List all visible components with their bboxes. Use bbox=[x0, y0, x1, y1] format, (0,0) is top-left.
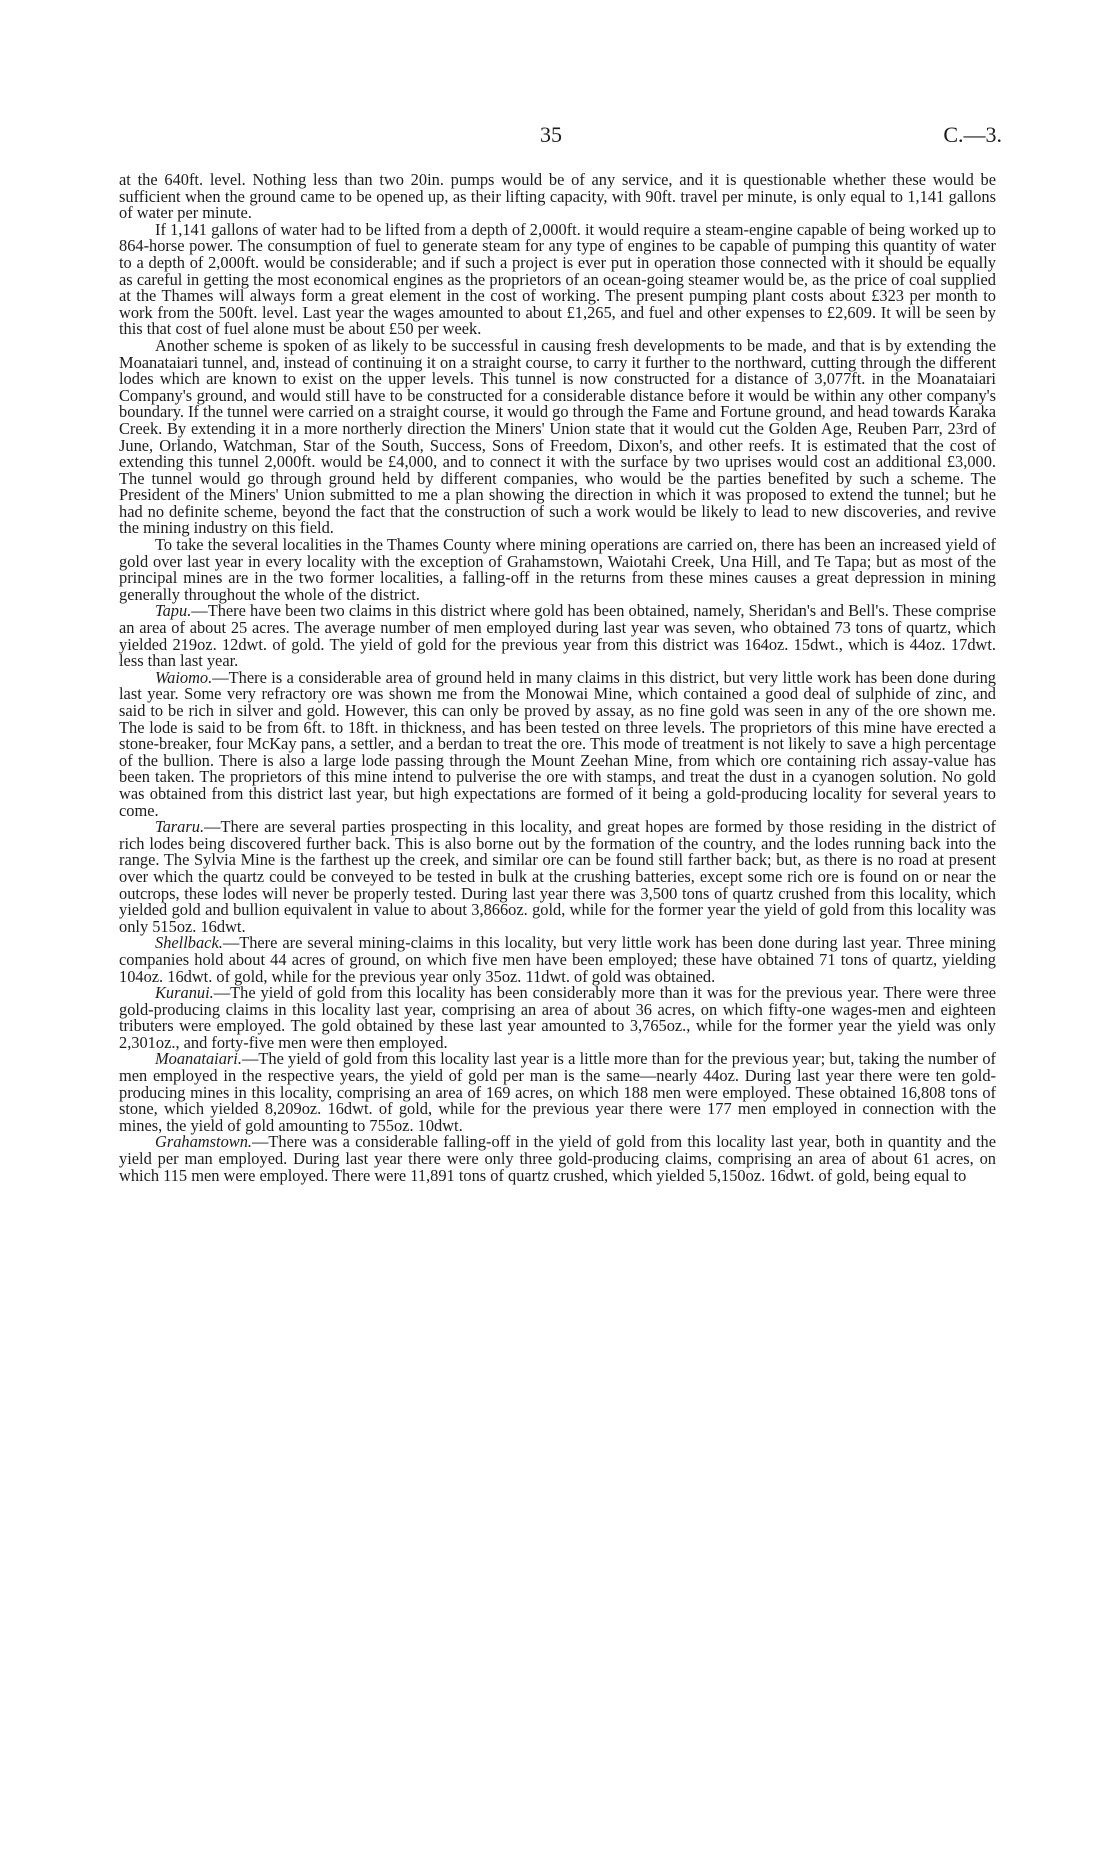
paragraph-text: —The yield of gold from this locality has been considerably more than it was for the previous year. There were three gold-producing claims in this locality last year, comprising an area of about 36 acres, on which fifty-one wages-men and eighteen tributers were employed. The gold obtained by these last year amounted to 3,765oz., while for the former year the yield was only 2,301oz., and forty-five men were then employed. bbox=[119, 983, 996, 1052]
locality-heading: Tapu. bbox=[155, 601, 192, 621]
paragraph-text: —There is a considerable area of ground held in many claims in this district, but very little work has been done during last year. Some very refractory ore was shown me from the Monowai Mine, which contained a good deal of sulphide of zinc, and said to be rich in silver and gold. However, this can only be proved by assay, as no fine gold was seen in any of the ore shown me. The lode is said to be from 6ft. to 18ft. in thickness, and has been tested on three levels. The proprietors of this mine have erected a stone-breaker, four McKay pans, a settler, and a berdan to treat the ore. This mode of treatment is not likely to save a high percentage of the bullion. There is also a large lode passing through the Mount Zeehan Mine, from which ore containing rich assay-value has been taken. The proprietors of this mine intend to pulverise the ore with stamps, and treat the dust in a cyanogen solution. No gold was obtained from this district last year, but high expectations are formed of it being a gold-producing locality for several years to come. bbox=[119, 667, 996, 820]
paragraph-moanataiari bbox=[119, 1051, 996, 1134]
paragraph-shellback bbox=[119, 935, 996, 985]
paragraph-localities-overview bbox=[119, 537, 996, 603]
paragraph-waiomo bbox=[119, 667, 996, 820]
paragraph-pumping-fuel bbox=[119, 219, 996, 339]
body-text bbox=[119, 172, 996, 1184]
locality-heading: Grahamstown. bbox=[155, 1132, 252, 1152]
document-code: C.—3. bbox=[943, 122, 1002, 147]
locality-heading: Kuranui. bbox=[155, 983, 214, 1003]
locality-heading: Shellback. bbox=[155, 933, 223, 953]
locality-heading: Moanataiari. bbox=[155, 1049, 242, 1069]
paragraph-tunnel-scheme bbox=[119, 335, 996, 538]
paragraph-text: —There have been two claims in this district where gold has been obtained, namely, Sheridan's and Bell's. These comprise an area of about 25 acres. The average number of men employed during last year was seven, who obtained 73 tons of quartz, which yielded 219oz. 12dwt. of gold. The yield of gold for the previous year from this district was 164oz. 15dwt., which is 44oz. 17dwt. less than last year. bbox=[119, 601, 996, 671]
paragraph-text: Another scheme is spoken of as likely to be successful in causing fresh developments to be made, and that is by extending the Moanataiari tunnel, and, instead of continuing it on a straight course, to carry it further to the northward, cutting through the different lodes which are known to exist on the upper levels. This tunnel is now constructed for a distance of 3,077ft. in the Moanataiari Company's ground, and would still have to be constructed for a considerable distance before it would be within any other company's boundary. If the tunnel were carried on a straight course, it would go through the Fame and Fortune ground, and head towards Karaka Creek. By extending it in a more northerly direction the Miners' Union state that it would cut the Golden Age, Reuben Parr, 23rd of June, Orlando, Watchman, Star of the South, Success, Sons of Freedom, Dixon's, and other reefs. It is estimated that the cost of extending this tunnel 2,000ft. would be £4,000, and to connect it with the surface by two uprises would cost an additional £3,000. The tunnel would go through ground held by different companies, who would be the parties benefited by such a scheme. The President of the Miners' Union submitted to me a plan showing the direction in which it was proposed to extend the tunnel; but he had no definite scheme, beyond the fact that the construction of such a work would be likely to lead to new discoveries, and revive the mining industry on this field. bbox=[119, 335, 996, 538]
paragraph-grahamstown bbox=[119, 1134, 996, 1184]
locality-heading: Waiomo. bbox=[155, 667, 213, 687]
locality-heading: Tararu. bbox=[155, 817, 205, 837]
paragraph-tapu bbox=[119, 603, 996, 669]
paragraph-text: —There are several mining-claims in this locality, but very little work has been done during last year. Three mining companies hold about 44 acres of ground, on which five men have been employed; these have obtained 71 tons of quartz, yielding 104oz. 16dwt. of gold, while for the previous year only 35oz. 11dwt. of gold was obtained. bbox=[119, 933, 996, 986]
paragraph-text: at the 640ft. level. Nothing less than two 20in. pumps would be of any service, and it is questionable whether these would be sufficient when the ground came to be opened up, as their lifting capacity, with 90ft. travel per minute, is only equal to 1,141 gallons of water per minute. bbox=[119, 170, 996, 223]
paragraph-text: —There was a considerable falling-off in the yield of gold from this locality last year, both in quantity and the yield per man employed. During last year there were only three gold-producing claims, comprising an area of about 61 acres, on which 115 men were employed. There were 11,891 tons of quartz crushed, which yielded 5,150oz. 16dwt. of gold, being equal to bbox=[119, 1132, 996, 1185]
paragraph-text: To take the several localities in the Thames County where mining operations are carried on, there has been an increased yield of gold over last year in every locality with the exception of Grahamstown, Waiotahi Creek, Una Hill, and Te Tapa; but as most of the principal mines are in the two former localities, a falling-off in the returns from these mines causes a great depression in mining generally throughout the whole of the district. bbox=[119, 535, 996, 604]
paragraph-text: —The yield of gold from this locality last year is a little more than for the previous year; but, taking the number of men employed in the respective years, the yield of gold per man is the same—nearly 44oz. During last year there were ten gold-producing mines in this locality, comprising an area of 169 acres, on which 188 men were employed. These obtained 16,808 tons of stone, which yielded 8,209oz. 16dwt. of gold, while for the previous year there were 177 men employed in connection with the mines, the yield of gold amounting to 755oz. 10dwt. bbox=[119, 1049, 996, 1135]
page-number: 35 bbox=[540, 122, 562, 147]
paragraph-text: —There are several parties prospecting in this locality, and great hopes are formed by those residing in the district of rich lodes being discovered further back. This is also borne out by the formation of the country, and the lodes running back into the range. The Sylvia Mine is the farthest up the creek, and similar ore can be found still farther back; but, as there is no road at present over which the quartz could be conveyed to be tested in bulk at the crushing batteries, except some rich ore is found on or near the outcrops, these lodes will never be properly tested. During last year there was 3,500 tons of quartz crushed from this locality, which yielded gold and bullion equivalent in value to about 3,866oz. gold, while for the former year the yield of gold from this locality was only 515oz. 16dwt. bbox=[119, 817, 996, 936]
paragraph-kuranui bbox=[119, 985, 996, 1051]
paragraph-continued bbox=[119, 172, 996, 222]
paragraph-tararu bbox=[119, 819, 996, 935]
paragraph-text: If 1,141 gallons of water had to be lifted from a depth of 2,000ft. it would require a steam-engine capable of being worked up to 864-horse power. The consumption of fuel to generate steam for any type of engines to be capable of pumping this quantity of water to a depth of 2,000ft. would be considerable; and if such a project is ever put in operation those connected with it should be equally as careful in getting the most economical engines as the proprietors of an ocean-going steamer would be, as the price of coal supplied at the Thames will always form a great element in the cost of working. The present pumping plant costs about £323 per month to work from the 500ft. level. Last year the wages amounted to about £1,265, and fuel and other expenses to £2,609. It will be seen by this that cost of fuel alone must be about £50 per week. bbox=[119, 219, 996, 339]
page-header bbox=[0, 118, 1114, 154]
